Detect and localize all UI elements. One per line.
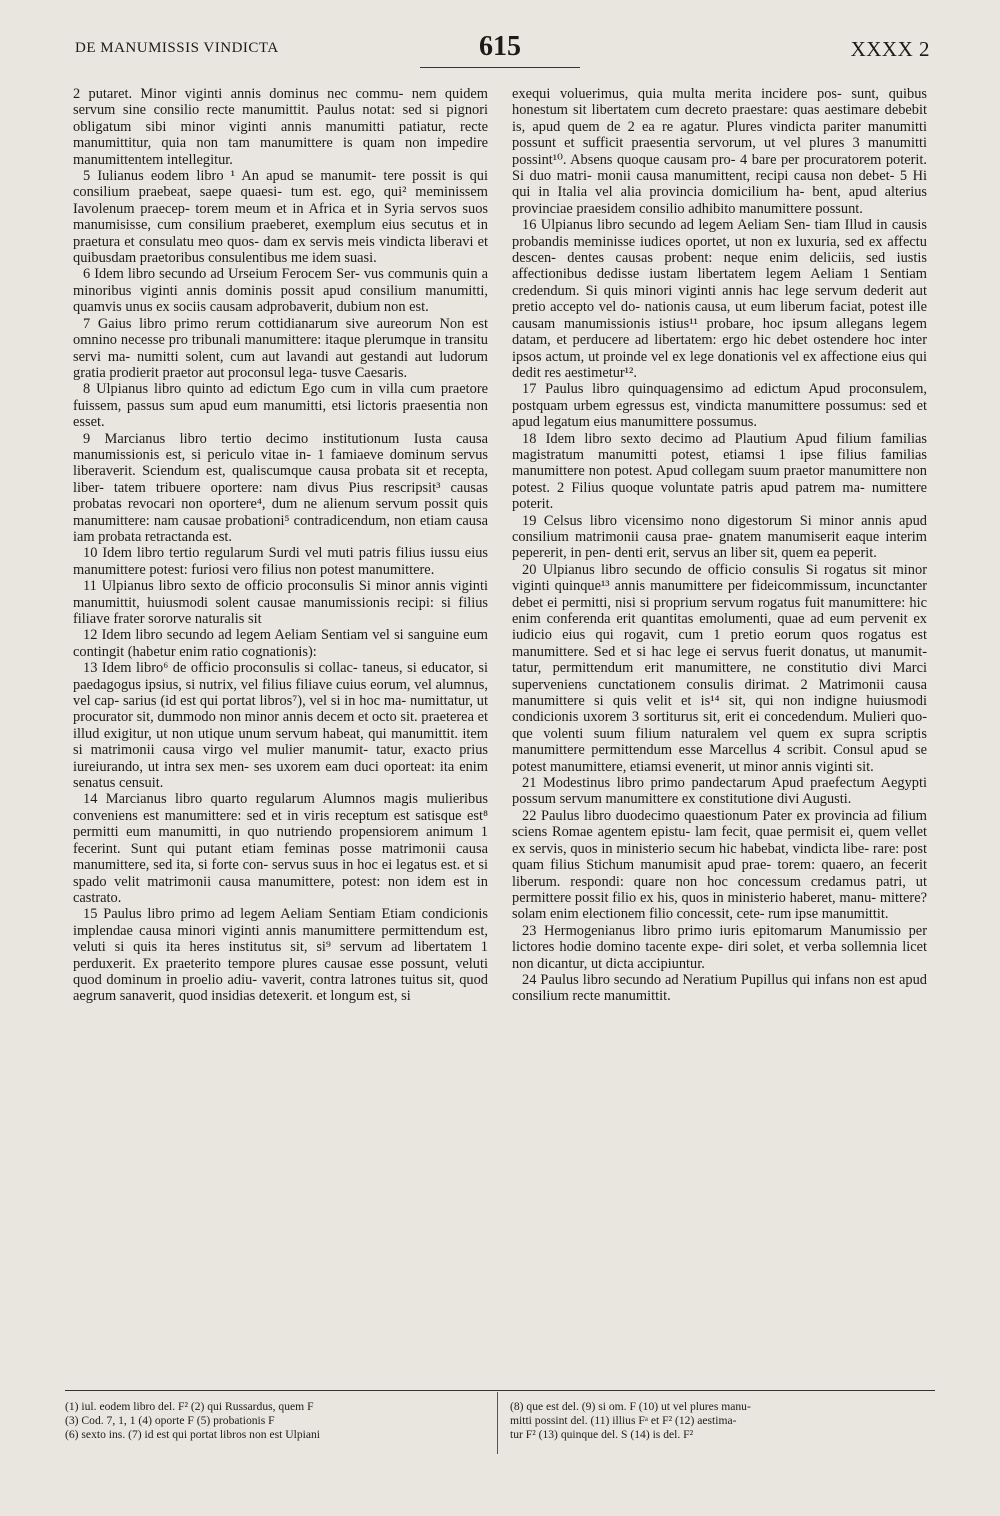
header-rule [420, 67, 580, 68]
paragraph: 7 Gaius libro primo rerum cottidianarum sive aureorum Non est omnino necesse pro tribunali manumittere: itaque plerumque in transitu servi ma- numitti solent, cum aut lavandi aut gestandi aut ludorum gratia prodierit praetor aut proconsul lega- tusve Caesaris. [73, 315, 488, 381]
paragraph: 13 Idem libro⁶ de officio proconsulis si collac- taneus, si educator, si paedagogus ipsius, si nutrix, vel filius filiave cuius eorum, vel alumnus, vel cap- sarius (id est qui portat libros⁷), vel si in hoc ma- numittatur, ut procurator sit, dummodo non minor annis decem et octo sit. praeterea et illud exigitur, ut non utique unum servum habeat, qui manumittit. item si matrimonii causa virgo vel mulier manumit- tatur, exacto prius iureiurando, ut intra sex men- ses uxorem eam duci oporteat: ita enim senatus censuit. [73, 660, 488, 792]
paragraph: 10 Idem libro tertio regularum Surdi vel muti patris filius iussu eius manumittere potest: furiosi vero filius non potest manumittere. [73, 545, 488, 578]
right-column [512, 86, 927, 1005]
running-title: DE MANUMISSIS VINDICTA [75, 40, 279, 56]
paragraph: 22 Paulus libro duodecimo quaestionum Pater ex provincia ad filium sciens Romae agentem epistu- lam fecit, quae permisit ei, quem vellet ex servis, quos in ministerio secum hic habebat, vindicta libe- rare: post quam filius Stichum manumisit apud prae- torem: quaero, an fecerit liberum. respondi: quare non hoc concessum credamus patri, ut permittere possit filio ex his, quos in ministerio haberet, manu- mittere? solam enim electionem filio concessit, cete- rum ipse manumittit. [512, 807, 927, 923]
footnote-line: (1) iul. eodem libro del. F² (2) qui Russardus, quem F [65, 1400, 314, 1413]
footnote-divider [497, 1392, 498, 1454]
footnotes-right [510, 1400, 930, 1442]
footnote-line: (3) Cod. 7, 1, 1 (4) oporte F (5) probationis F [65, 1414, 275, 1427]
paragraph: 17 Paulus libro quinquagensimo ad edictum Apud proconsulem, postquam urbem egressus est, vindicta manumittere possumus: sed et apud legatum eius manumittere possumus. [512, 381, 927, 431]
footnote-line: (8) que est del. (9) si om. F (10) ut vel plures manu- [510, 1400, 751, 1413]
page-number: 615 [479, 31, 521, 62]
paragraph: 12 Idem libro secundo ad legem Aeliam Sentiam vel si sanguine eum contingit (habetur enim ratio cognationis): [73, 627, 488, 660]
footnote-rule [65, 1390, 935, 1391]
footnote-line: tur F² (13) quinque del. S (14) is del. F² [510, 1428, 694, 1441]
footnote-line: mitti possint del. (11) illius Fᵃ et F² (12) aestima- [510, 1414, 737, 1427]
paragraph: 11 Ulpianus libro sexto de officio proconsulis Si minor annis viginti manumittit, huiusmodi solent causae manumissionis recipi: si filius filiave frater sororve naturalis sit [73, 578, 488, 627]
paragraph: 24 Paulus libro secundo ad Neratium Pupillus qui infans non est apud consilium recte manumittit. [512, 971, 927, 1005]
paragraph: 9 Marcianus libro tertio decimo institutionum Iusta causa manumissionis est, si periculo vitae in- 1 famiaeve dominum servus liberaverit. Sciendum est, qualiscumque causa probata sit et recepta, liber- tatem tribuere oportere: nam divus Pius rescripsit³ causas probatas revocari non oportere⁴, dum ne alienum servum possit quis manumittere: nam causae probationi⁵ contradicendum, non etiam causa iam probata retractanda est. [73, 430, 488, 545]
paragraph: 23 Hermogenianus libro primo iuris epitomarum Manumissio per lictores hodie domino tacente expe- diri solet, et verba sollemnia licet non dicantur, ut dicta accipiuntur. [512, 922, 927, 972]
paragraph: 5 Iulianus eodem libro ¹ An apud se manumit- tere possit is qui consilium praebeat, saepe quaesi- tum est. ego, qui² meminissem Iavolenum praecep- torem meum et in Africa et in Syria servos suos manumisisse, cum consilium praeberet, exemplum eius secutus et in praetura et consulatu meo quos- dam ex servis meis vindicta liberavi et quibusdam praetoribus consulentibus me idem suasi. [73, 168, 488, 267]
left-column [73, 86, 488, 1005]
paragraph: 8 Ulpianus libro quinto ad edictum Ego cum in villa cum praetore fuissem, passus sum apud eum manumitti, etsi lictoris praesentia non esset. [73, 381, 488, 431]
paragraph: 14 Marcianus libro quarto regularum Alumnos magis mulieribus conveniens est manumittere: sed et in viris receptum est satisque est⁸ permitti eum manumitti, in quo nutriendo propensiorem animum 1 fecerint. Sunt qui putant etiam feminas posse matrimonii causa manumittere, sed ita, si forte con- servus suus in hoc ei legatus est. et si spado velit matrimonii causa manumittere, potest: non idem est in castrato. [73, 791, 488, 906]
paragraph: 19 Celsus libro vicensimo nono digestorum Si minor annis apud consilium matrimonii causa prae- gnatem manumiserit eaque interim pepererit, in pen- denti erit, servus an liber sit, quem ea peperit. [512, 512, 927, 562]
paragraph: 2 putaret. Minor viginti annis dominus nec commu- nem quidem servum sine consilio recte manumittit. Paulus notat: sed si pignori obligatum sibi minor viginti annis manumitti patiatur, recte manumittitur, quia non tam manumittere is quam non impedire manumittentem intellegitur. [73, 86, 488, 168]
footnote-line: (6) sexto ins. (7) id est qui portat libros non est Ulpiani [65, 1428, 321, 1441]
paragraph: 18 Idem libro sexto decimo ad Plautium Apud filium familias magistratum manumitti potest, etiamsi 1 ipse filius familias manumittere non potest. Apud collegam suum praetor manumittere non potest. 2 Filius quoque voluntate patris apud patrem ma- numittere poterit. [512, 430, 927, 513]
paragraph: exequi voluerimus, quia multa merita incidere pos- sunt, quibus honestum sit libertatem cum decreto praestare: quas aestimare debebit is, apud quem de 2 ea re agatur. Plures vindicta pariter manumitti possunt et sufficit praesentia servorum, ut vel plures 3 manumitti possint¹⁰. Absens quoque causam pro- 4 bare per procuratorem poterit. Si duo matri- monii causa manumittent, recipi causa non debet- 5 Hi qui in Italia vel alia provincia domicilium ha- bent, apud alterius provinciae praesidem consilio adhibito manumittere possunt. [512, 86, 927, 217]
section-number: XXXX 2 [850, 37, 930, 61]
paragraph: 15 Paulus libro primo ad legem Aeliam Sentiam Etiam condicionis implendae causa minori viginti annis manumittere permittendum est, veluti si quis ita heres institutus sit, si⁹ servum ad libertatem 1 perduxerit. Ex praeterito tempore plures causae esse possunt, veluti quod dominum in proelio adiu- vaverit, contra latrones tuitus sit, quod aegrum sanaverit, quod insidias detexerit. et longum est, si [73, 906, 488, 1005]
paragraph: 6 Idem libro secundo ad Urseium Ferocem Ser- vus communis quin a minoribus viginti annis dominis possit apud consilium manumitti, quamvis unus ex sociis causam adprobaverit, dubium non est. [73, 266, 488, 316]
footnotes-left [65, 1400, 485, 1442]
paragraph: 16 Ulpianus libro secundo ad legem Aeliam Sen- tiam Illud in causis probandis meminisse iudices oportet, ut non ex luxuria, sed ex affectu descen- dentes causas probent: neque enim deliciis, sed iustis affectionibus dedisse iustam libertatem legem Aeliam 1 Sentiam credendum. Si quis minori viginti annis hac lege servum dederit aut pretio accepto vel do- nationis causa, ut eum liberum faciat, potest ille causam manumissionis istius¹¹ probare, hoc ipsum allegans legem datam, et perducere ad libertatem: ergo hic debet ostendere hoc inter ipsos actum, ut proinde vel ex lege donationis vel ex affectione eius qui dedit res aestimetur¹². [512, 217, 927, 381]
paragraph: 20 Ulpianus libro secundo de officio consulis Si rogatus sit minor viginti quinque¹³ annis manumittere per fideicommissum, incunctanter debet ei permitti, nisi si proprium servum rogatus fuit manumittere: hic enim conferenda erit quantitas emolumenti, quae ad eum pervenit ex iudicio eius qui rogavit, cum 1 pretio eorum quos rogatus est manumittere. Sed et si hac lege ei servus fuerit donatus, ut manumit- tatur, permittendum erit manumittere, ne constitutio divi Marci superveniens cunctationem consulis dirimat. 2 Matrimonii causa manumittere si quis velit et is¹⁴ sit, qui non indigne huiusmodi condicionis uxorem 3 sortiturus sit, erit ei concedendum. Mulieri quo- que volenti suum filium naturalem vel quem ex supra scriptis manumittere permittendum esse Marcellus 4 scribit. Consul apud se potest manumittere, etiamsi evenerit, ut minor annis viginti sit. [512, 561, 927, 775]
paragraph: 21 Modestinus libro primo pandectarum Apud praefectum Aegypti possum servum manumittere ex constitutione divi Augusti. [512, 775, 927, 808]
